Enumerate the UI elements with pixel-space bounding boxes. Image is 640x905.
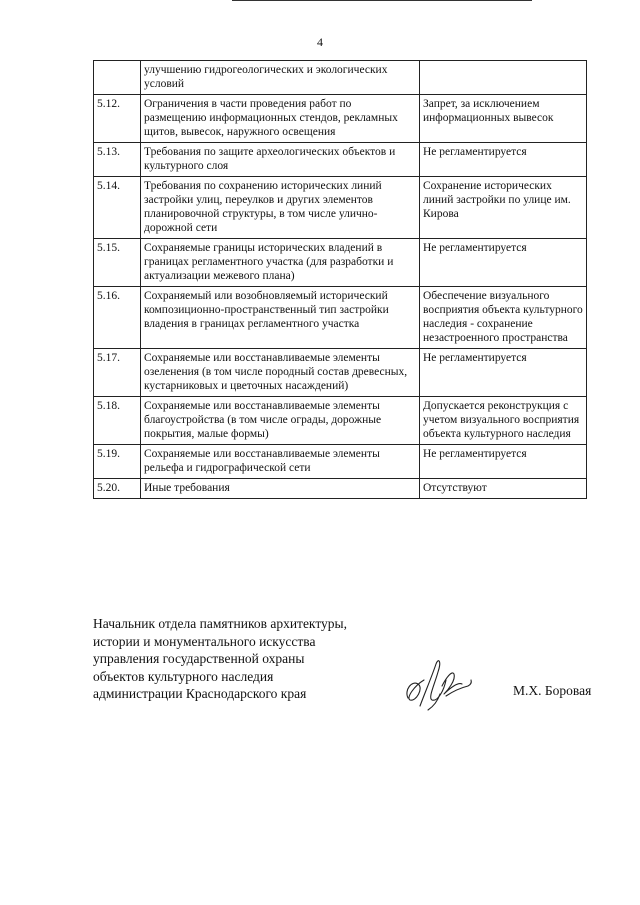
row-value-cell: Не регламентируется [420,239,587,287]
row-description-cell: Требования по защите археологических объектов и культурного слоя [141,143,420,177]
table-row [94,349,587,397]
table-row [94,445,587,479]
signatory-title-line: истории и монументального искусства [93,633,316,649]
row-value-cell: Не регламентируется [420,349,587,397]
row-value-cell: Отсутствуют [420,479,587,499]
row-number-cell: 5.16. [94,287,141,349]
signatory-title-line: объектов культурного наследия [93,668,274,684]
table-row [94,61,587,95]
signatory-name: М.Х. Боровая [513,683,592,698]
page-number: 4 [317,35,323,49]
row-description-cell: Сохраняемые или восстанавливаемые элементы озеленения (в том числе породный состав древесных, кустарниковых и цветочных насаждений) [141,349,420,397]
row-description-cell: Сохраняемые границы исторических владений в границах регламентного участка (для разработки и актуализации межевого плана) [141,239,420,287]
row-value-cell [420,61,587,95]
row-description-cell: Ограничения в части проведения работ по размещению информационных стендов, рекламных щитов, вывесок, наружного освещения [141,95,420,143]
requirements-table [93,60,587,499]
row-description-cell: Иные требования [141,479,420,499]
top-rule [232,0,532,2]
row-description-cell: Сохраняемые или восстанавливаемые элементы рельефа и гидрографической сети [141,445,420,479]
row-number-cell: 5.17. [94,349,141,397]
row-value-cell: Не регламентируется [420,445,587,479]
table-row [94,239,587,287]
row-value-cell: Обеспечение визуального восприятия объекта культурного наследия - сохранение незастроенного пространства [420,287,587,349]
table-row [94,177,587,239]
row-value-cell: Запрет, за исключением информационных вывесок [420,95,587,143]
row-description-cell: Сохраняемый или возобновляемый исторический композиционно-пространственный тип застройки владения в границах регламентного участка [141,287,420,349]
table-row [94,287,587,349]
row-number-cell: 5.18. [94,397,141,445]
signatory-title [93,615,393,703]
table-row [94,397,587,445]
row-number-cell: 5.12. [94,95,141,143]
row-number-cell: 5.13. [94,143,141,177]
table-row [94,95,587,143]
handwritten-signature [398,650,478,720]
row-number-cell: 5.15. [94,239,141,287]
row-value-cell: Допускается реконструкция с учетом визуального восприятия объекта культурного наследия [420,397,587,445]
row-number-cell: 5.20. [94,479,141,499]
signatory-title-line: администрации Краснодарского края [93,686,307,701]
row-description-cell: Требования по сохранению исторических линий застройки улиц, переулков и других элементов планировочной структуры, в том числе улично-дорожной сети [141,177,420,239]
row-value-cell: Сохранение исторических линий застройки по улице им. Кирова [420,177,587,239]
row-description-cell: улучшению гидрогеологических и экологических условий [141,61,420,95]
signatory-title-line: Начальник отдела памятников архитектуры, [93,616,347,631]
signatory-title-line: управления государственной охраны [93,651,305,666]
row-number-cell: 5.19. [94,445,141,479]
row-value-cell: Не регламентируется [420,143,587,177]
row-number-cell [94,61,141,95]
row-description-cell: Сохраняемые или восстанавливаемые элементы благоустройства (в том числе ограды, дорожные покрытия, малые формы) [141,397,420,445]
row-number-cell: 5.14. [94,177,141,239]
table-row [94,479,587,499]
table-row [94,143,587,177]
